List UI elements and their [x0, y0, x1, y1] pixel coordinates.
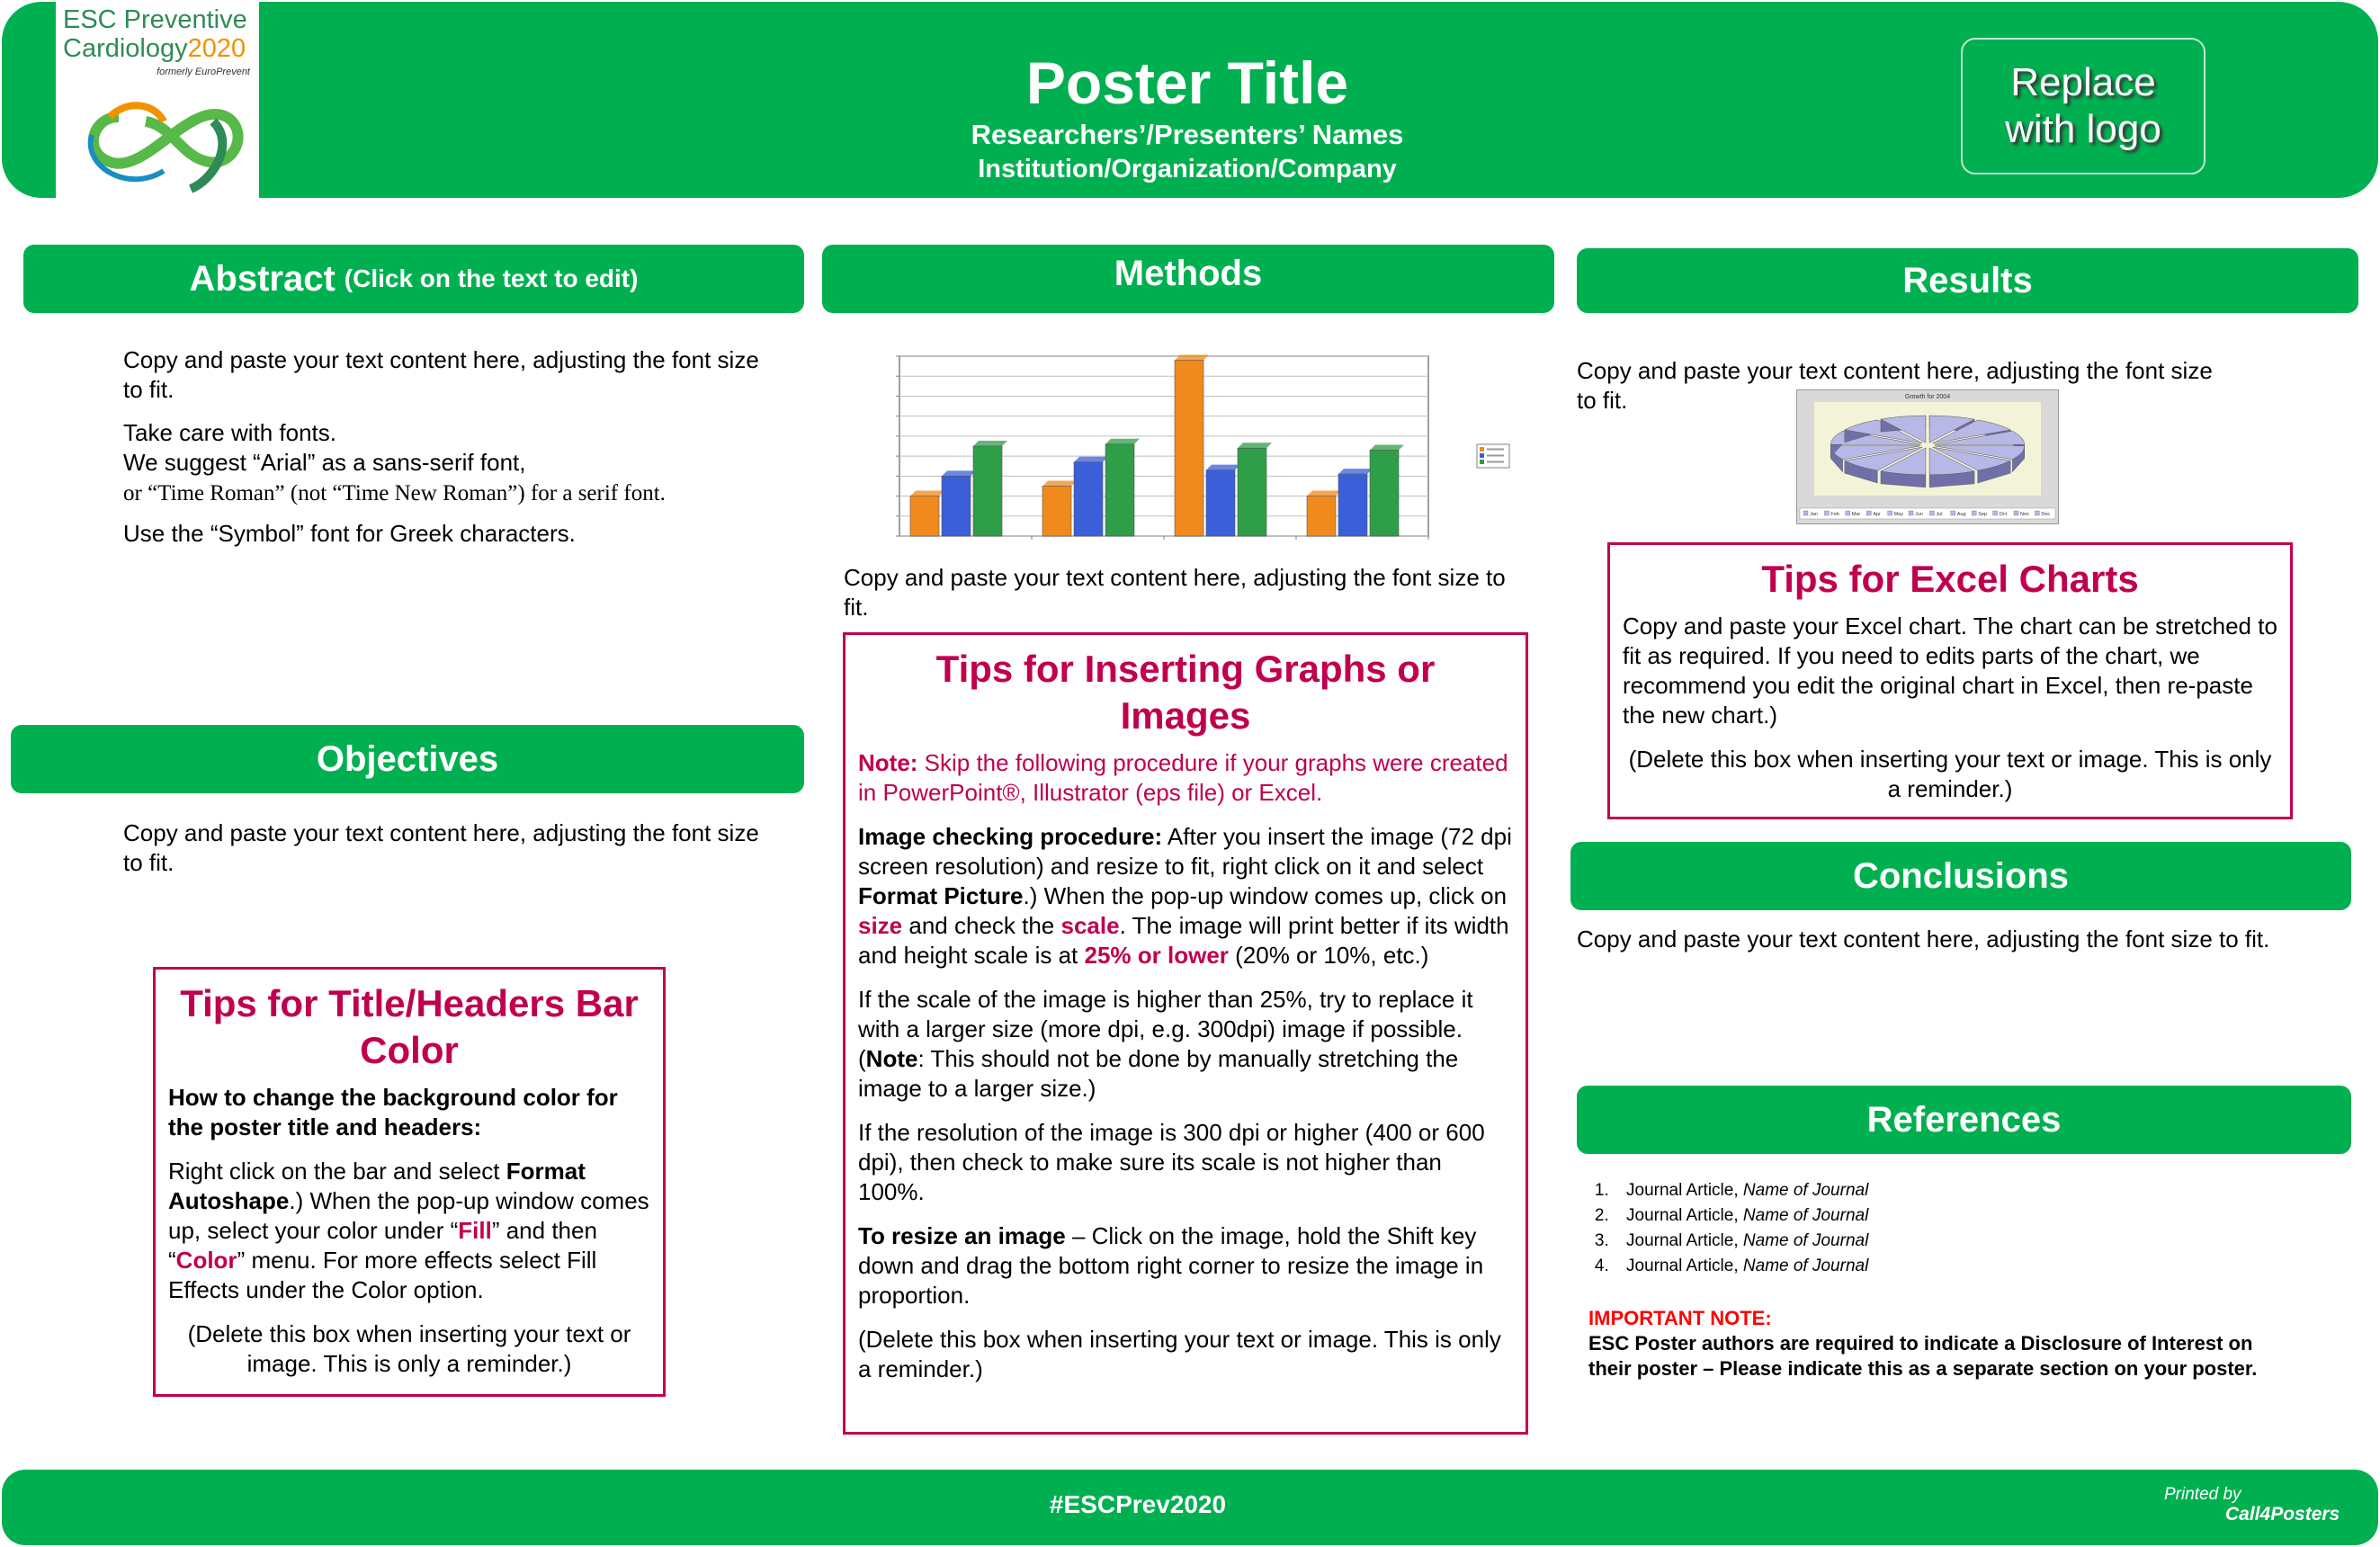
- bar-top: [910, 491, 944, 496]
- tips-title-body: Right click on the bar and select Format Autoshape.) When the pop-up window comes up, select your color under “Fill” and then “Color” menu. For more effects select Fill Effects under the Color option.: [168, 1158, 649, 1303]
- tips-graphs-box[interactable]: [843, 632, 1528, 1435]
- abstract-p2a: Take care with fonts.: [123, 419, 336, 446]
- tips-title-heading: Tips for Title/Headers Bar Color: [180, 982, 639, 1071]
- logo-line1: ESC Preventive: [63, 5, 247, 34]
- replace-logo-line1: Replace: [2010, 60, 2156, 104]
- legend-label: Jul: [1936, 512, 1943, 517]
- methods-p1: Copy and paste your text content here, adjusting the font size to fit.: [844, 564, 1506, 621]
- methods-bar-chart[interactable]: [863, 344, 1511, 549]
- important-note: [1588, 1306, 2263, 1382]
- tips-graphs-reminder: (Delete this box when inserting your text or image. This is only a reminder.): [858, 1326, 1501, 1382]
- important-note-text: ESC Poster authors are required to indicate a Disclosure of Interest on their poster – Please indicate this as a separate section on your poster.: [1588, 1332, 2258, 1380]
- replace-logo-line2: with logo: [2005, 107, 2161, 151]
- tips-excel-p1: Copy and paste your Excel chart. The chart can be stretched to fit as required. If you need to edits parts of the chart, we recommend you edit the original chart in Excel, then re-paste the new chart.): [1623, 613, 2277, 729]
- legend-label: Nov: [2020, 512, 2029, 517]
- bar-top: [1175, 354, 1209, 360]
- bar: [1370, 450, 1399, 536]
- bar: [1074, 462, 1103, 536]
- tips-graphs-p4: If the resolution of the image is 300 dpi or higher (400 or 600 dpi), then check to make sure its scale is not higher than 100%.: [858, 1119, 1485, 1205]
- bar: [942, 476, 971, 536]
- legend-label: Aug: [1956, 512, 1966, 517]
- legend-swatch: [1803, 511, 1808, 515]
- bar-top: [1042, 480, 1077, 486]
- tips-graphs-heading: Tips for Inserting Graphs or Images: [935, 648, 1436, 737]
- tips-title-box[interactable]: [153, 967, 666, 1397]
- tips-graphs-check: Image checking procedure: After you insert the image (72 dpi screen resolution) and resize to fit, right click on it and select Format Picture.) When the pop-up window comes up, click on size and check the scale. The image will print better if its width and height scale is at 25% or lower (20% or 10%, etc.): [858, 823, 1512, 969]
- bar: [1105, 444, 1134, 536]
- pie-title: Growth for 2004: [1904, 394, 1951, 400]
- bar: [910, 496, 939, 536]
- bar: [1206, 470, 1235, 536]
- bar-top: [973, 441, 1007, 446]
- bar-top: [1307, 491, 1341, 496]
- tips-title-note: (Delete this box when inserting your text or image. This is only a reminder.): [187, 1320, 631, 1377]
- replace-logo-box[interactable]: [1961, 38, 2206, 174]
- logo-swirl-icon: [56, 81, 259, 198]
- abstract-p2b: We suggest “Arial” as a sans-serif font,: [123, 449, 526, 476]
- bar-top: [1206, 465, 1240, 470]
- conclusions-body[interactable]: [1577, 925, 2278, 968]
- bar-top: [1074, 457, 1108, 462]
- footer-printed-by: Printed by: [2164, 1485, 2241, 1504]
- important-note-label: IMPORTANT NOTE:: [1588, 1307, 1772, 1329]
- bar-top: [1370, 444, 1404, 450]
- abstract-header-hint: (Click on the text to edit): [344, 264, 639, 292]
- poster-title[interactable]: Poster Title: [1025, 49, 1349, 116]
- tips-excel-box[interactable]: [1607, 542, 2293, 819]
- abstract-p2c: or “Time Roman” (not “Time New Roman”) for a serif font.: [123, 481, 666, 505]
- bar: [1175, 360, 1203, 536]
- call4posters-logo: Call4Posters: [2225, 1504, 2340, 1525]
- legend-swatch: [1480, 447, 1484, 452]
- legend-label: Feb: [1830, 512, 1839, 517]
- legend-label: Mar: [1851, 512, 1861, 517]
- bar: [1307, 496, 1336, 536]
- legend-label: Sep: [1978, 512, 1987, 517]
- legend-swatch: [1824, 511, 1829, 515]
- legend-swatch: [2035, 511, 2039, 515]
- objectives-p1: Copy and paste your text content here, adjusting the font size to fit.: [123, 819, 759, 876]
- bar-top: [942, 470, 976, 476]
- legend-swatch: [1909, 511, 1913, 515]
- institution[interactable]: Institution/Organization/Company: [978, 155, 1397, 183]
- tips-graphs-p3: If the scale of the image is higher than 25%, try to replace it with a larger size (more dpi, e.g. 300dpi) image if possible. (Note: This should not be done by manually stretching the image to a larger size.): [858, 986, 1473, 1102]
- methods-header[interactable]: Methods: [822, 245, 1554, 313]
- bar: [973, 446, 1002, 536]
- legend-label: Dec: [2041, 512, 2051, 517]
- abstract-p1: Copy and paste your text content here, adjusting the font size to fit.: [123, 346, 759, 403]
- legend-swatch: [1480, 460, 1484, 464]
- bar-top: [1105, 439, 1140, 444]
- event-logo: [56, 2, 259, 198]
- conclusions-p1: Copy and paste your text content here, adjusting the font size to fit.: [1577, 926, 2270, 952]
- bar: [1238, 448, 1266, 536]
- bar-top: [1338, 469, 1373, 474]
- results-header[interactable]: Results: [1577, 248, 2358, 313]
- presenters-names[interactable]: Researchers’/Presenters’ Names: [971, 119, 1404, 150]
- reference-item: 4. Journal Article, Name of Journal: [1614, 1254, 2256, 1279]
- legend-label: Jun: [1915, 512, 1923, 517]
- abstract-header[interactable]: [23, 245, 804, 313]
- legend-swatch: [1846, 511, 1850, 515]
- abstract-p3: Use the “Symbol” font for Greek characters.: [123, 520, 576, 547]
- legend-swatch: [1929, 511, 1934, 515]
- abstract-body[interactable]: [123, 345, 771, 562]
- bar: [1042, 486, 1071, 536]
- legend-swatch: [1972, 511, 1976, 515]
- tips-title-lead: How to change the background color for the poster title and headers:: [168, 1084, 618, 1140]
- conclusions-header[interactable]: Conclusions: [1570, 842, 2351, 910]
- references-header[interactable]: References: [1577, 1086, 2351, 1154]
- legend-label: Apr: [1873, 512, 1881, 517]
- footer-hashtag[interactable]: #ESCPrev2020: [1049, 1490, 1227, 1518]
- tips-excel-heading: Tips for Excel Charts: [1761, 558, 2139, 600]
- bar-top: [1238, 443, 1272, 448]
- references-list[interactable]: [1572, 1178, 2256, 1279]
- tips-graphs-resize: To resize an image – Click on the image, hold the Shift key down and drag the bottom right corner to resize the image in proportion.: [858, 1222, 1484, 1309]
- reference-item: 3. Journal Article, Name of Journal: [1614, 1229, 2256, 1254]
- legend-swatch: [1993, 511, 1998, 515]
- legend-label: Oct: [1999, 512, 2008, 517]
- legend-label: Jan: [1810, 512, 1818, 517]
- methods-body[interactable]: [844, 563, 1527, 636]
- legend-swatch: [1866, 511, 1871, 515]
- legend-label: May: [1893, 512, 1903, 517]
- legend-swatch: [1480, 453, 1484, 458]
- tips-graphs-note: Note: Skip the following procedure if your graphs were created in PowerPoint®, Illustrator (eps file) or Excel.: [858, 749, 1508, 806]
- legend-swatch: [1951, 511, 1955, 515]
- legend-swatch: [2014, 511, 2018, 515]
- objectives-header[interactable]: Objectives: [11, 725, 804, 793]
- objectives-body[interactable]: [123, 818, 771, 891]
- logo-sub: formerly EuroPrevent: [157, 67, 250, 77]
- legend-swatch: [1888, 511, 1892, 515]
- results-p1: Copy and paste your text content here, adjusting the font size to fit.: [1577, 357, 2213, 414]
- reference-item: 2. Journal Article, Name of Journal: [1614, 1203, 2256, 1229]
- bar: [1338, 474, 1367, 536]
- reference-item: 1. Journal Article, Name of Journal: [1614, 1178, 2256, 1203]
- logo-line2: Cardiology: [63, 34, 188, 63]
- results-pie-chart[interactable]: [1796, 389, 2059, 524]
- abstract-header-label: Abstract: [189, 258, 336, 299]
- tips-excel-p2: (Delete this box when inserting your text or image. This is only a reminder.): [1628, 746, 2272, 802]
- logo-year: 2020: [187, 34, 246, 63]
